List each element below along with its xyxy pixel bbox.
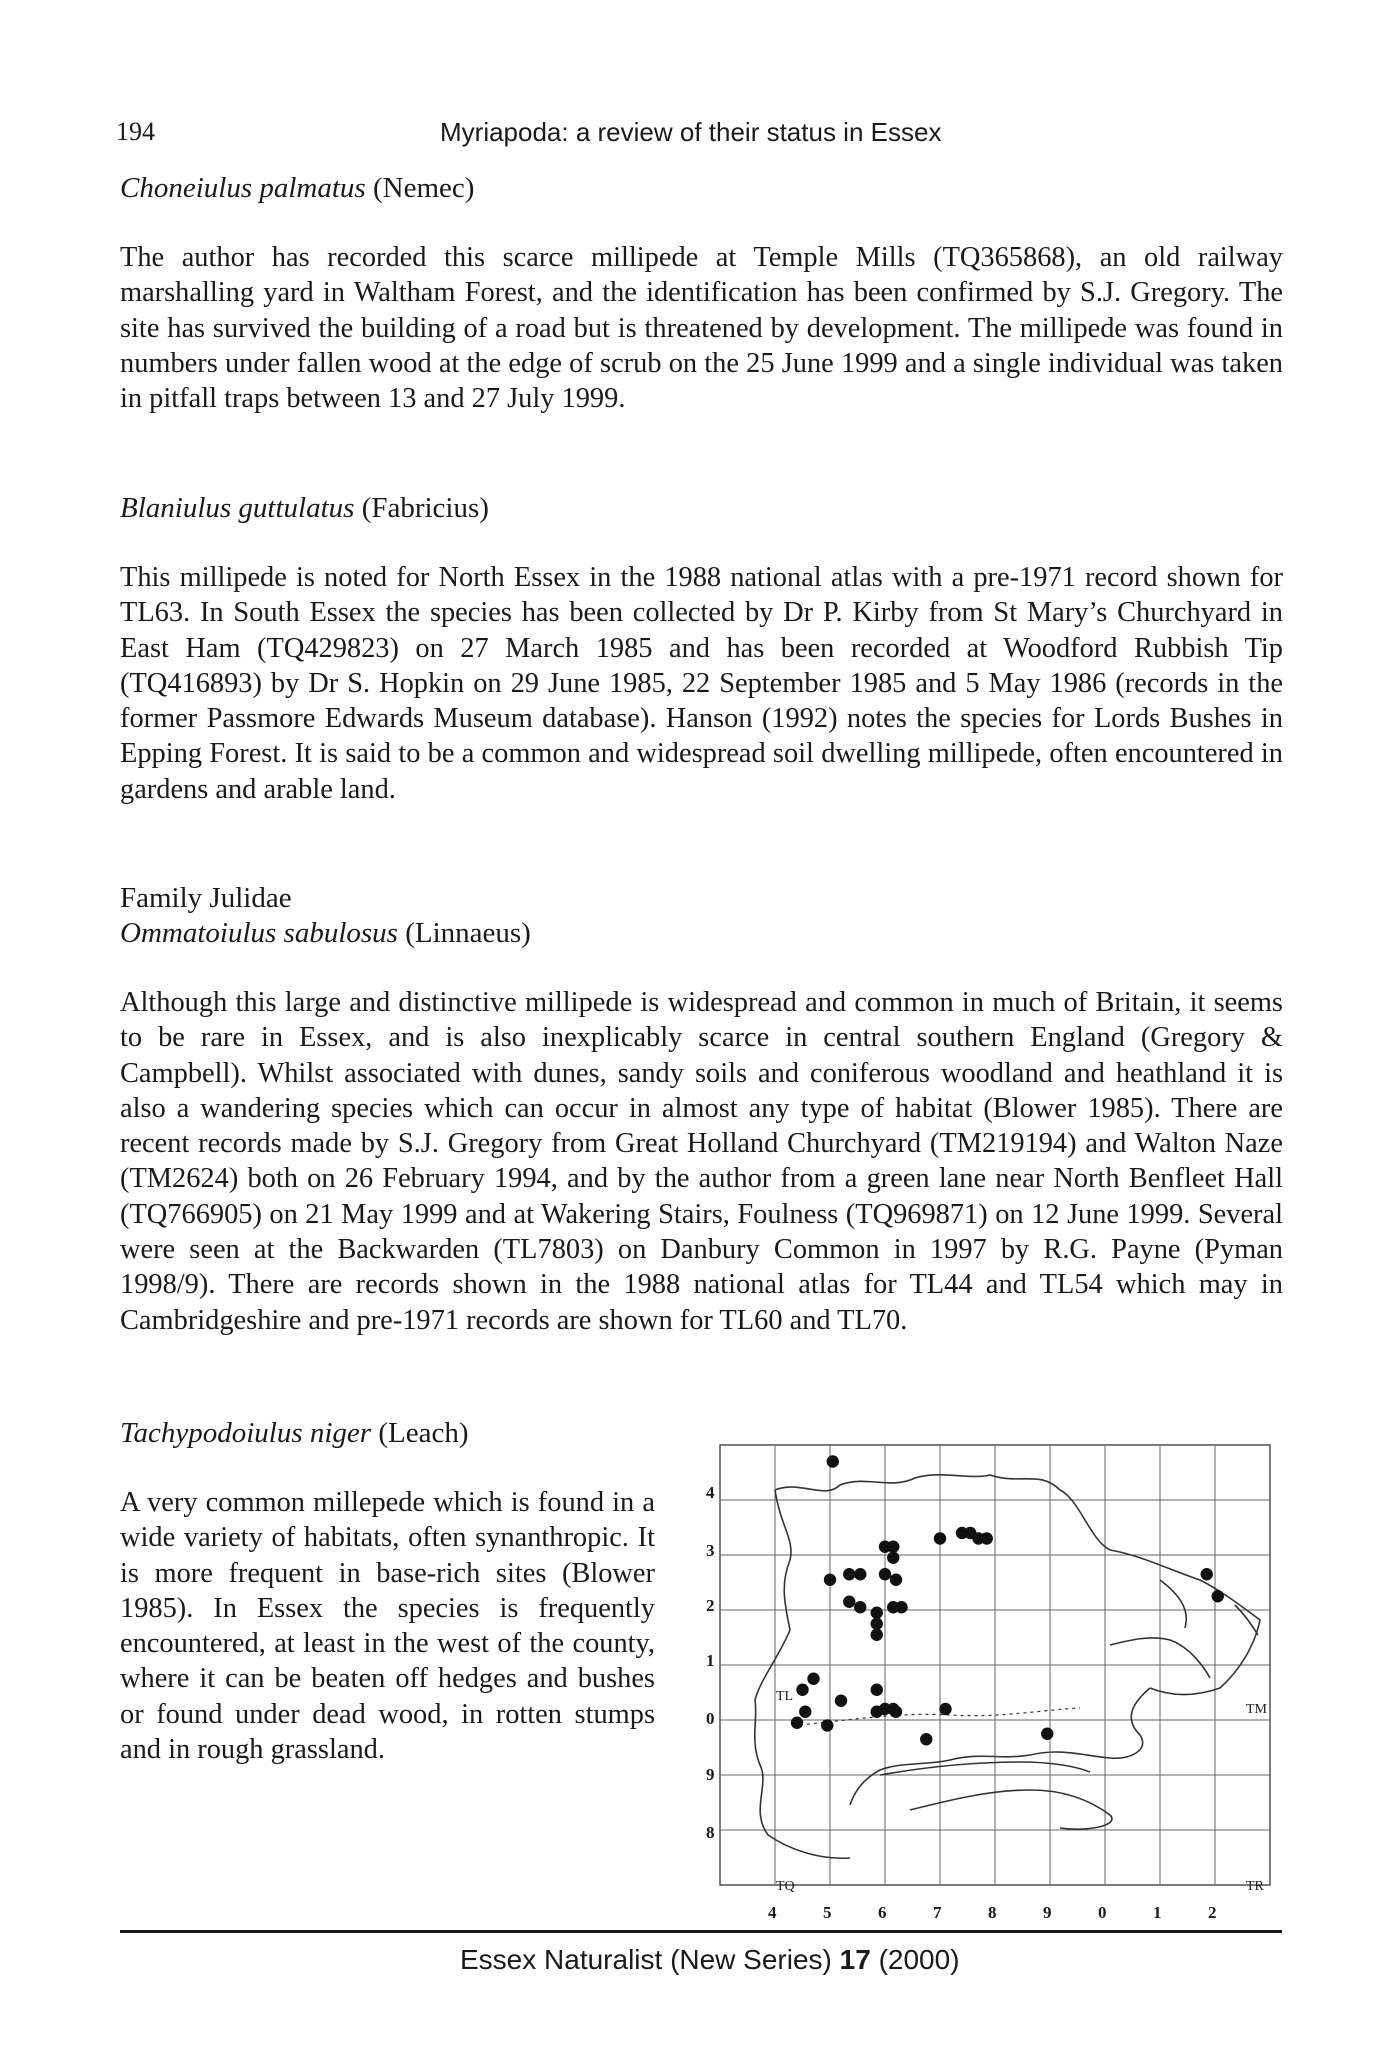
record-dot bbox=[890, 1574, 902, 1586]
y-tick-label: 4 bbox=[706, 1483, 715, 1502]
record-dot bbox=[871, 1629, 883, 1641]
record-dot bbox=[1201, 1568, 1213, 1580]
distribution-map bbox=[680, 1430, 1300, 1930]
y-tick-label: 3 bbox=[706, 1541, 715, 1560]
species-author: (Nemec) bbox=[372, 172, 475, 204]
record-dot bbox=[824, 1574, 836, 1586]
paragraph: Although this large and distinctive millipede is widespread and common in much of Britain, it seems to be rare in Essex, and is also inexplicably scarce in central southern England (Gregory & Campbell). Whilst associated with dunes, sandy soils and coniferous woodland and heathland it is also a wandering species which can occur in almost any type of habitat (Blower 1985). There are recent records made by S.J. Gregory from Great Holland Churchyard (TM219194) and Walton Naze (TM2624) both on 26 February 1994, and by the author from a green lane near North Benfleet Hall (TQ766905) on 21 May 1999 and at Wakering Stairs, Foulness (TQ969871) on 12 June 1999. Several were seen at the Backwarden (TL7803) on Danbury Common in 1997 by R.G. Payne (Pyman 1998/9). There are records shown in the 1988 national atlas for TL44 and TL54 which may in Cambridgeshire and pre-1971 records are shown for TL60 and TL70. bbox=[120, 987, 1283, 1336]
record-dot bbox=[791, 1717, 803, 1729]
y-tick-label: 9 bbox=[706, 1765, 715, 1784]
x-tick-label: 8 bbox=[988, 1903, 997, 1922]
square-label-tr: TR bbox=[1246, 1879, 1264, 1894]
record-dot bbox=[843, 1568, 855, 1580]
record-dot bbox=[807, 1673, 819, 1685]
record-dot bbox=[827, 1455, 839, 1467]
paragraph: The author has recorded this scarce millipede at Temple Mills (TQ365868), an old railway marshalling yard in Waltham Forest, and the identification has been confirmed by S.J. Gregory. The site has survived the building of a road but is threatened by development. The millipede was found in numbers under fallen wood at the edge of scrub on the 25 June 1999 and a single individual was taken in pitfall traps between 13 and 27 July 1999. bbox=[120, 242, 1283, 415]
x-tick-label: 6 bbox=[878, 1903, 887, 1922]
x-tick-label: 0 bbox=[1098, 1903, 1107, 1922]
record-dot bbox=[854, 1568, 866, 1580]
record-dot bbox=[871, 1607, 883, 1619]
record-dot bbox=[821, 1719, 833, 1731]
record-dot bbox=[887, 1541, 899, 1553]
map-grid bbox=[720, 1445, 1270, 1885]
x-axis-labels bbox=[768, 1903, 1217, 1922]
family-heading: Family Julidae bbox=[120, 882, 292, 914]
x-tick-label: 2 bbox=[1208, 1903, 1217, 1922]
record-dot bbox=[939, 1703, 951, 1715]
species-name: Blaniulus guttulatus bbox=[120, 492, 355, 524]
running-title: Myriapoda: a review of their status in Essex bbox=[440, 117, 942, 147]
footer: Essex Naturalist (New Series) 17 (2000) bbox=[460, 1944, 960, 1975]
page-number: 194 bbox=[116, 117, 155, 146]
x-tick-label: 1 bbox=[1153, 1903, 1162, 1922]
record-dot bbox=[835, 1695, 847, 1707]
record-dot bbox=[895, 1601, 907, 1613]
record-dot bbox=[920, 1733, 932, 1745]
record-dot bbox=[1041, 1728, 1053, 1740]
record-dot bbox=[981, 1532, 993, 1544]
y-tick-label: 1 bbox=[706, 1651, 715, 1670]
species-name: Choneiulus palmatus bbox=[120, 172, 366, 204]
footer-rule bbox=[120, 1930, 1282, 1933]
species-heading bbox=[120, 917, 531, 950]
x-tick-label: 9 bbox=[1043, 1903, 1052, 1922]
y-tick-label: 0 bbox=[706, 1709, 715, 1728]
record-dots bbox=[791, 1455, 1224, 1745]
square-label-tq: TQ bbox=[776, 1879, 795, 1894]
record-dot bbox=[879, 1568, 891, 1580]
species-name: Ommatoiulus sabulosus bbox=[120, 917, 398, 949]
record-dot bbox=[871, 1684, 883, 1696]
species-author: (Fabricius) bbox=[361, 492, 489, 524]
species-heading bbox=[120, 492, 489, 525]
x-tick-label: 7 bbox=[933, 1903, 942, 1922]
y-tick-label: 8 bbox=[706, 1823, 715, 1842]
record-dot bbox=[890, 1706, 902, 1718]
y-tick-label: 2 bbox=[706, 1596, 715, 1615]
paragraph: A very common millepede which is found in a wide variety of habitats, often synanthropic. It is more frequent in base-rich sites (Blower 1985). In Essex the species is frequently encountered, at least in the west of the county, where it can be beaten off hedges and bushes or found under dead wood, in rotten stumps and in rough grassland. bbox=[120, 1487, 655, 1766]
species-name: Tachypodoiulus niger bbox=[120, 1417, 372, 1449]
species-heading bbox=[120, 1417, 468, 1450]
species-author: (Leach) bbox=[378, 1417, 469, 1449]
record-dot bbox=[843, 1596, 855, 1608]
record-dot bbox=[796, 1684, 808, 1696]
record-dot bbox=[1212, 1590, 1224, 1602]
record-dot bbox=[871, 1618, 883, 1630]
square-label-tm: TM bbox=[1246, 1702, 1267, 1717]
paragraph: This millipede is noted for North Essex in the 1988 national atlas with a pre-1971 record shown for TL63. In South Essex the species has been collected by Dr P. Kirby from St Mary’s Churchyard in East Ham (TQ429823) on 27 March 1985 and has been recorded at Woodford Rubbish Tip (TQ416893) by Dr S. Hopkin on 29 June 1985, 22 September 1985 and 5 May 1986 (records in the former Passmore Edwards Museum database). Hanson (1992) notes the species for Lords Bushes in Epping Forest. It is said to be a common and widespread soil dwelling millipede, often encountered in gardens and arable land. bbox=[120, 562, 1283, 805]
record-dot bbox=[934, 1532, 946, 1544]
x-tick-label: 5 bbox=[823, 1903, 832, 1922]
coastline bbox=[755, 1475, 1260, 1858]
square-label-tl: TL bbox=[776, 1689, 794, 1704]
y-axis-labels bbox=[706, 1483, 715, 1842]
record-dot bbox=[887, 1552, 899, 1564]
species-author: (Linnaeus) bbox=[405, 917, 531, 949]
record-dot bbox=[799, 1706, 811, 1718]
x-tick-label: 4 bbox=[768, 1903, 777, 1922]
record-dot bbox=[854, 1601, 866, 1613]
species-heading bbox=[120, 172, 474, 205]
